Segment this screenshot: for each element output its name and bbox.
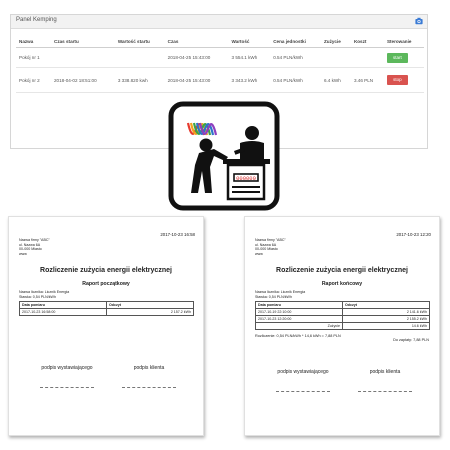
col-header-cost: Koszt	[351, 35, 384, 48]
camera-icon[interactable]	[415, 17, 423, 25]
readings-table	[255, 301, 430, 330]
meter-reading-illustration-icon	[168, 101, 280, 211]
table-header-row	[20, 302, 194, 309]
report-subtitle: Raport początkowy	[82, 281, 130, 287]
cell-control	[384, 48, 424, 68]
meter-info	[19, 290, 69, 299]
signature-issuer-label: podpis wystawiającego	[41, 365, 93, 371]
table-row	[16, 68, 424, 93]
col-header-date: Data pomiaru	[20, 302, 107, 309]
company-street: ul. Nazwa 6A	[19, 242, 41, 247]
signature-issuer-line	[276, 391, 330, 392]
amount-to-pay: Do zapłaty: 7,88 PLN	[393, 338, 429, 342]
company-name: Nazwa firmy "ABC"	[255, 238, 286, 242]
usage-value: 14.6 kWh	[343, 323, 430, 330]
cell-reading: 2 157.2 kWh	[107, 309, 194, 316]
cell-usage	[321, 48, 351, 68]
settlement-summary: Rozliczenie: 0,54 PLN/kWh * 14,6 kWh = 7,88 PLN	[255, 334, 341, 338]
report-date: 2017-10-23 12:20	[396, 232, 431, 237]
col-header-start-time: Czas startu	[51, 35, 115, 48]
meter-name: Nazwa licznika: Licznik Energia	[255, 290, 306, 294]
col-header-time: Czas	[165, 35, 229, 48]
cell-start-time	[51, 48, 115, 68]
panel-title: Panel Kemping	[16, 17, 57, 23]
company-info	[19, 238, 50, 256]
report-title: Rozliczenie zużycia energii elektrycznej	[40, 267, 172, 274]
table-header-row	[256, 302, 430, 309]
company-www: www	[255, 251, 263, 256]
company-name: Nazwa firmy "ABC"	[19, 238, 50, 242]
table-row	[20, 309, 194, 316]
cell-start-value: 3 338.820 kwh	[115, 68, 165, 93]
cell-control	[384, 68, 424, 93]
table-row	[256, 309, 430, 316]
company-city: 00-000 Miasto	[255, 247, 278, 252]
cell-cost	[351, 48, 384, 68]
col-header-start-value: Wartość startu	[115, 35, 165, 48]
usage-row	[256, 323, 430, 330]
cell-reading: 2 155.2 kWh	[343, 316, 430, 323]
cell-name: Pokój nr 2	[16, 68, 51, 93]
table-row	[256, 316, 430, 323]
cell-name: Pokój nr 1	[16, 48, 51, 68]
panel-header	[11, 15, 427, 29]
cell-cost: 3.46 PLN	[351, 68, 384, 93]
meter-info	[255, 290, 305, 299]
company-city: 00-000 Miasto	[19, 247, 42, 252]
col-header-reading: Odczyt	[343, 302, 430, 309]
start-button[interactable]: start	[387, 53, 408, 63]
signature-client-label: podpis klienta	[369, 369, 401, 375]
energy-meter-reading-icon	[168, 101, 280, 211]
signature-client-label: podpis klienta	[133, 365, 165, 371]
col-header-reading: Odczyt	[107, 302, 194, 309]
report-final	[244, 216, 440, 436]
report-subtitle: Raport końcowy	[321, 281, 363, 287]
report-initial	[8, 216, 204, 436]
signature-issuer-line	[40, 387, 94, 388]
company-www: www	[19, 251, 27, 256]
cell-start-value	[115, 48, 165, 68]
cell-reading: 2 141.6 kWh	[343, 309, 430, 316]
cell-unit-price: 0.54 PLN/kWh	[270, 68, 321, 93]
meter-display-text: 000000	[236, 174, 256, 182]
readings-table	[19, 301, 194, 316]
col-header-control: Sterowanie	[384, 35, 424, 48]
cell-value: 3 343.2 kWh	[229, 68, 271, 93]
cell-unit-price: 0.54 PLN/kWh	[270, 48, 321, 68]
usage-label: Zużycie	[256, 323, 343, 330]
cell-usage: 6.4 kWh	[321, 68, 351, 93]
signature-client-line	[358, 391, 412, 392]
report-date: 2017-10-23 16:58	[160, 232, 195, 237]
meter-rate: Stawka: 0,54 PLN/kWh	[255, 294, 292, 299]
company-info	[255, 238, 286, 256]
table-row	[16, 48, 424, 68]
cell-date: 2017-10-23 16:58:00	[20, 309, 107, 316]
cell-date: 2017-10-19 22:10:00	[256, 309, 343, 316]
stop-button[interactable]: stop	[387, 75, 408, 85]
table-header-row	[16, 35, 424, 48]
col-header-name: Nazwa	[16, 35, 51, 48]
col-header-date: Data pomiaru	[256, 302, 343, 309]
report-title: Rozliczenie zużycia energii elektrycznej	[276, 267, 408, 274]
col-header-value: Wartość	[229, 35, 271, 48]
cell-time: 2018-04-25 15:43:00	[165, 68, 229, 93]
cell-value: 3 554.1 kWh	[229, 48, 271, 68]
signature-issuer-label: podpis wystawiającego	[277, 369, 329, 375]
col-header-usage: Zużycie	[321, 35, 351, 48]
company-street: ul. Nazwa 6A	[255, 242, 277, 247]
meter-rate: Stawka: 0,54 PLN/kWh	[19, 294, 56, 299]
meter-name: Nazwa licznika: Licznik Energia	[19, 290, 70, 294]
cell-start-time: 2018-04-02 18:51:00	[51, 68, 115, 93]
meters-table	[16, 35, 424, 93]
cell-time: 2018-04-25 15:43:00	[165, 48, 229, 68]
signature-client-line	[122, 387, 176, 388]
col-header-unit-price: Cena jednostki	[270, 35, 321, 48]
cell-date: 2017-10-23 12:20:00	[256, 316, 343, 323]
